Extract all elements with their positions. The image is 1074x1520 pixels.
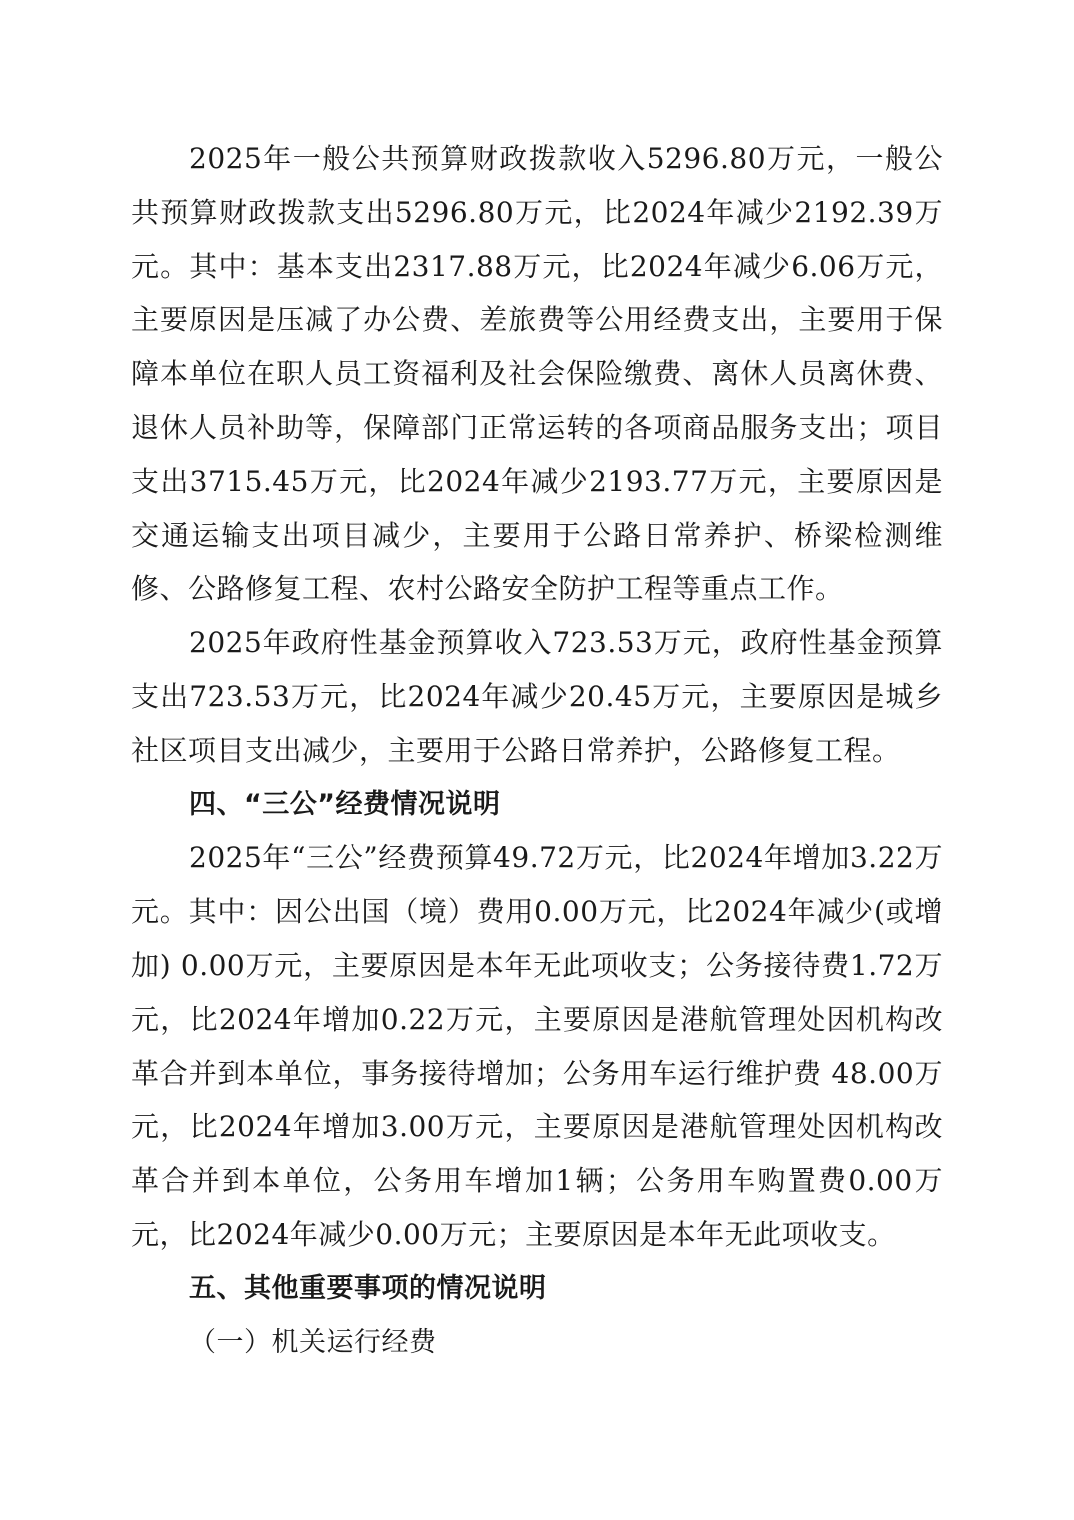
document-body bbox=[131, 132, 943, 1369]
section-heading-three-public-expenses: 四、“三公”经费情况说明 bbox=[189, 788, 501, 820]
paragraph-general-budget: 2025年一般公共预算财政拨款收入5296.80万元，一般公共预算财政拨款支出5296.80万元，比2024年减少2192.39万元。其中：基本支出2317.88万元，比2024年减少6.06万元，主要原因是压减了办公费、差旅费等公用经费支出，主要用于保障本单位在职人员工资福利及社会保险缴费、离休人员离休费、退休人员补助等，保障部门正常运转的各项商品服务支出；项目支出3715.45万元，比2024年减少2193.77万元，主要原因是交通运输支出项目减少，主要用于公路日常养护、桥梁检测维修、公路修复工程、农村公路安全防护工程等重点工作。 bbox=[131, 142, 943, 606]
subsection-heading-agency-operating-funds: （一）机关运行经费 bbox=[189, 1326, 437, 1358]
section-heading-other-matters: 五、其他重要事项的情况说明 bbox=[189, 1272, 547, 1304]
paragraph-three-public-expenses: 2025年“三公”经费预算49.72万元，比2024年增加3.22万元。其中：因公出国（境）费用0.00万元，比2024年减少(或增加) 0.00万元，主要原因是本年无此项收支；公务接待费1.72万元，比2024年增加0.22万元，主要原因是港航管理处因机构改革合并到本单位，事务接待增加；公务用车运行维护费 48.00万元，比2024年增加3.00万元，主要原因是港航管理处因机构改革合并到本单位，公务用车增加1辆；公务用车购置费0.00万元，比2024年减少0.00万元；主要原因是本年无此项收支。 bbox=[131, 841, 943, 1251]
paragraph-government-fund-budget: 2025年政府性基金预算收入723.53万元，政府性基金预算支出723.53万元，比2024年减少20.45万元，主要原因是城乡社区项目支出减少，主要用于公路日常养护，公路修复工程。 bbox=[131, 626, 943, 767]
